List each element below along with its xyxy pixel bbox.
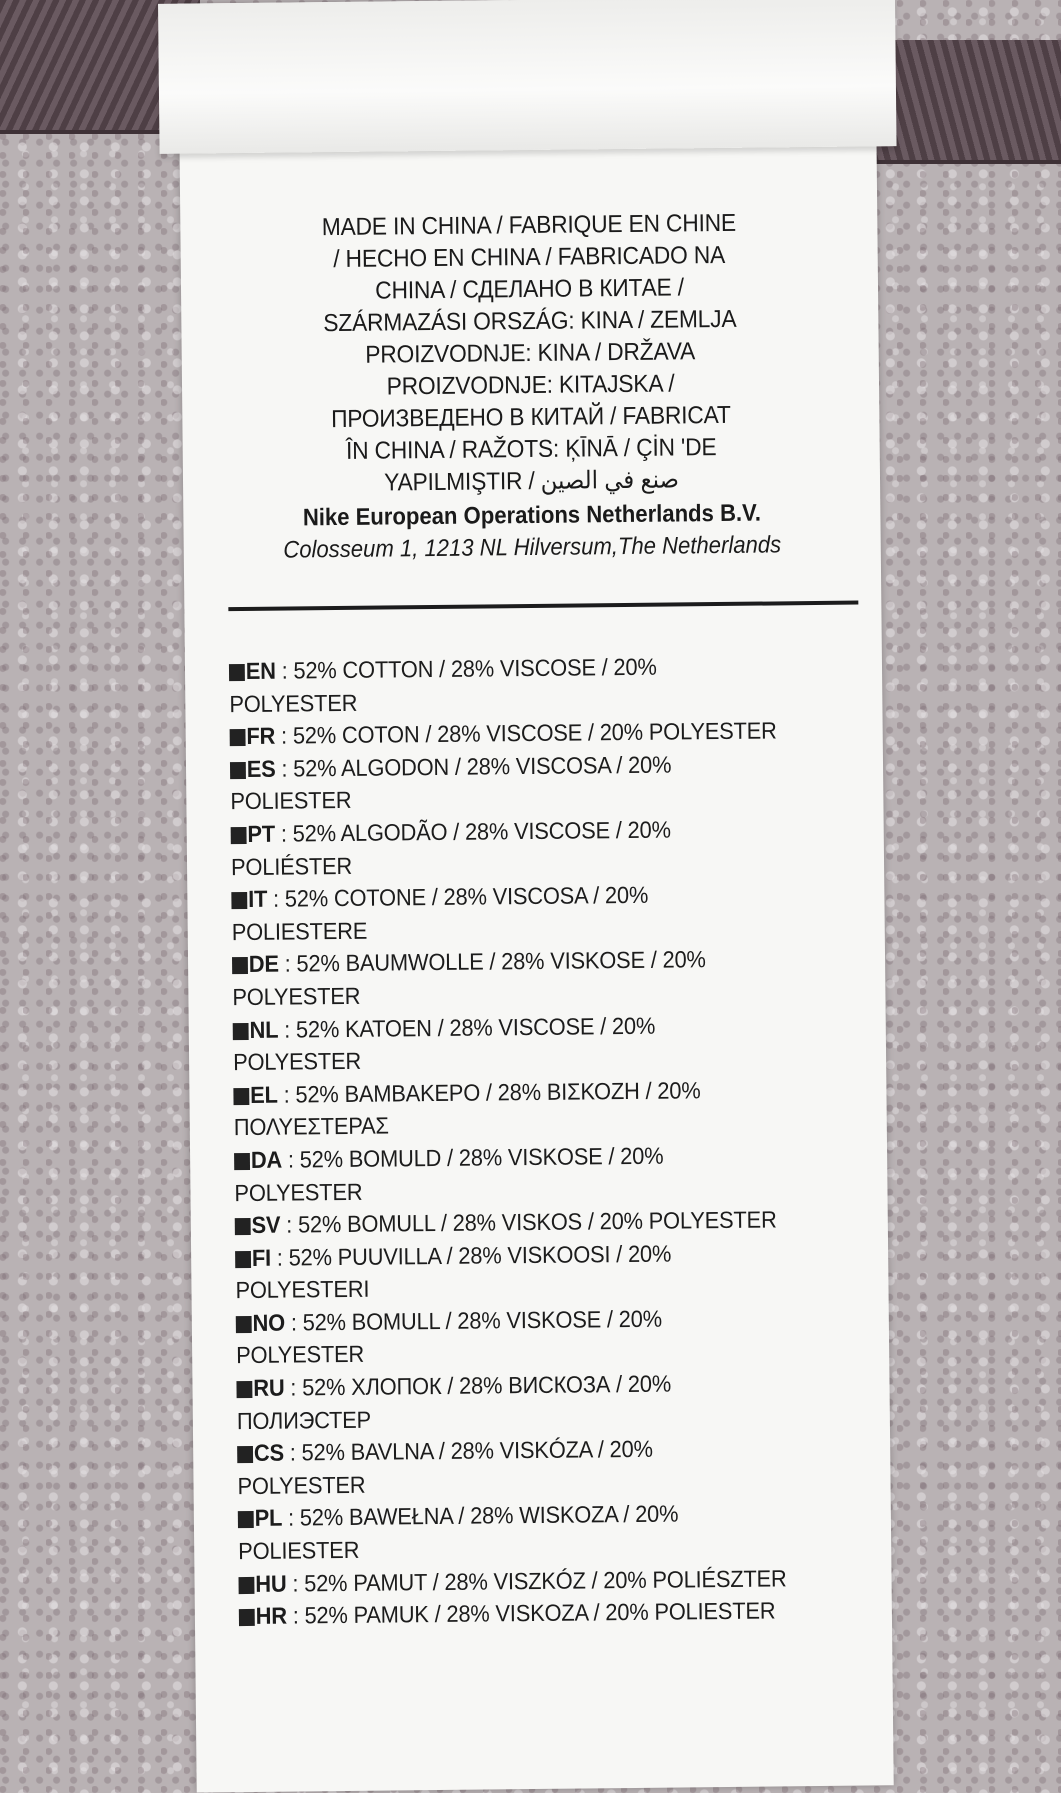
divider xyxy=(228,601,858,612)
language-code: HR xyxy=(255,1602,287,1630)
language-marker-icon xyxy=(235,1218,251,1235)
language-marker-icon xyxy=(238,1511,254,1528)
origin-line: ÎN CHINA / RAŽOTS: ĶĪNĀ / ÇİN 'DE xyxy=(345,434,717,465)
language-marker-icon xyxy=(230,762,246,779)
origin-line: PROIZVODNJE: KITAJSKA / xyxy=(386,370,675,401)
language-code: FR xyxy=(246,722,276,750)
composition-text: : 52% PUUVILLA / 28% VISKOOSI / 20% xyxy=(270,1240,672,1271)
composition-text: : 52% COTON / 28% VISCOSE / 20% POLYESTER xyxy=(275,717,777,749)
composition-text: : 52% ALGODÃO / 28% VISCOSE / 20% xyxy=(274,816,671,847)
composition-text: : 52% BOMULL / 28% VISKOS / 20% POLYESTER xyxy=(280,1206,777,1238)
language-code: HU xyxy=(255,1570,287,1597)
composition-text: : 52% KATOEN / 28% VISCOSE / 20% xyxy=(278,1012,656,1043)
origin-block xyxy=(180,206,881,567)
language-marker-icon xyxy=(233,1022,249,1039)
composition-text: : 52% PAMUT / 28% VISZKÓZ / 20% POLIÉSZTER xyxy=(286,1564,787,1597)
language-marker-icon xyxy=(229,664,245,681)
language-code: PL xyxy=(254,1505,283,1532)
origin-line: MADE IN CHINA / FABRIQUE EN CHINE xyxy=(321,209,737,242)
composition-list xyxy=(229,648,879,1632)
language-marker-icon xyxy=(236,1316,252,1333)
language-marker-icon xyxy=(232,957,248,974)
origin-line: CHINA / СДЕЛАНО В КИТАЕ / xyxy=(375,274,684,305)
language-marker-icon xyxy=(235,1251,251,1268)
language-code: RU xyxy=(253,1374,285,1401)
language-code: EN xyxy=(245,657,276,684)
language-marker-icon xyxy=(234,1153,250,1170)
composition-text: : 52% COTTON / 28% VISCOSE / 20% xyxy=(275,653,657,684)
composition-text: : 52% ХЛОПОК / 28% ВИСКОЗА / 20% xyxy=(284,1370,672,1401)
language-code: DA xyxy=(250,1146,283,1173)
composition-text: : 52% BAUMWOLLE / 28% VISKOSE / 20% xyxy=(278,946,706,977)
language-marker-icon xyxy=(237,1446,253,1463)
composition-continuation: POLIÉSTER xyxy=(230,852,353,880)
company-name: Nike European Operations Netherlands B.V. xyxy=(302,499,762,532)
composition-continuation: POLYESTER xyxy=(232,1047,362,1076)
composition-text: : 52% COTONE / 28% VISCOSA / 20% xyxy=(267,881,649,912)
language-code: IT xyxy=(248,885,268,913)
language-marker-icon xyxy=(231,827,247,844)
language-code: NO xyxy=(252,1309,286,1336)
composition-continuation: ПОЛИЭСТЕР xyxy=(236,1406,372,1434)
composition-text: : 52% ΒΑΜΒΑΚΕΡΟ / 28% ΒΙΣΚΟΖΗ / 20% xyxy=(277,1076,701,1108)
care-label xyxy=(178,0,894,1793)
company-address: Colosseum 1, 1213 NL Hilversum,The Netherlands xyxy=(283,531,782,564)
origin-line: SZÁRMAZÁSI ORSZÁG: KINA / ZEMLJA xyxy=(323,305,737,338)
composition-text: : 52% BOMULL / 28% VISKOSE / 20% xyxy=(284,1305,663,1336)
composition-continuation: POLYESTER xyxy=(234,1178,363,1206)
origin-line: YAPILMIŞTIR / صنع في الصين xyxy=(384,466,680,497)
composition-continuation: POLIESTER xyxy=(230,787,352,815)
language-code: FI xyxy=(251,1244,272,1271)
language-code: NL xyxy=(249,1016,279,1043)
language-marker-icon xyxy=(231,892,247,909)
composition-continuation: POLYESTERI xyxy=(235,1275,370,1304)
language-marker-icon xyxy=(236,1381,252,1398)
language-marker-icon xyxy=(230,729,246,746)
language-marker-icon xyxy=(233,1088,249,1105)
language-marker-icon xyxy=(239,1609,255,1626)
composition-continuation: POLYESTER xyxy=(229,689,358,717)
composition-row-hr xyxy=(239,1594,835,1633)
origin-line: ПРОИЗВЕДЕНО В КИТАЙ / FABRICAT xyxy=(330,401,731,434)
language-code: CS xyxy=(253,1439,285,1467)
language-code: ES xyxy=(246,755,276,782)
composition-text: : 52% BAVLNA / 28% VISKÓZA / 20% xyxy=(283,1436,653,1466)
language-code: EL xyxy=(250,1081,278,1108)
origin-line: PROIZVODNJE: KINA / DRŽAVA xyxy=(365,338,696,369)
composition-continuation: ΠΟΛΥΕΣΤΕΡΑΣ xyxy=(233,1112,389,1141)
language-code: SV xyxy=(251,1211,281,1239)
composition-continuation: POLYESTER xyxy=(232,982,361,1011)
composition-continuation: POLYESTER xyxy=(237,1471,366,1499)
composition-text: : 52% BAWEŁNA / 28% WISKOZA / 20% xyxy=(282,1500,679,1532)
composition-text: : 52% BOMULD / 28% VISKOSE / 20% xyxy=(281,1142,664,1173)
composition-text: : 52% PAMUK / 28% VISKOZA / 20% POLIESTER xyxy=(286,1597,776,1629)
composition-continuation: POLIESTER xyxy=(238,1536,360,1565)
language-code: PT xyxy=(247,820,276,847)
label-fold xyxy=(158,0,897,154)
language-marker-icon xyxy=(238,1577,254,1594)
composition-continuation: POLYESTER xyxy=(236,1341,365,1369)
language-code: DE xyxy=(248,950,279,978)
composition-text: : 52% ALGODON / 28% VISCOSA / 20% xyxy=(275,751,672,782)
origin-line: / HECHO EN CHINA / FABRICADO NA xyxy=(333,241,726,274)
composition-continuation: POLIESTERE xyxy=(231,917,368,945)
